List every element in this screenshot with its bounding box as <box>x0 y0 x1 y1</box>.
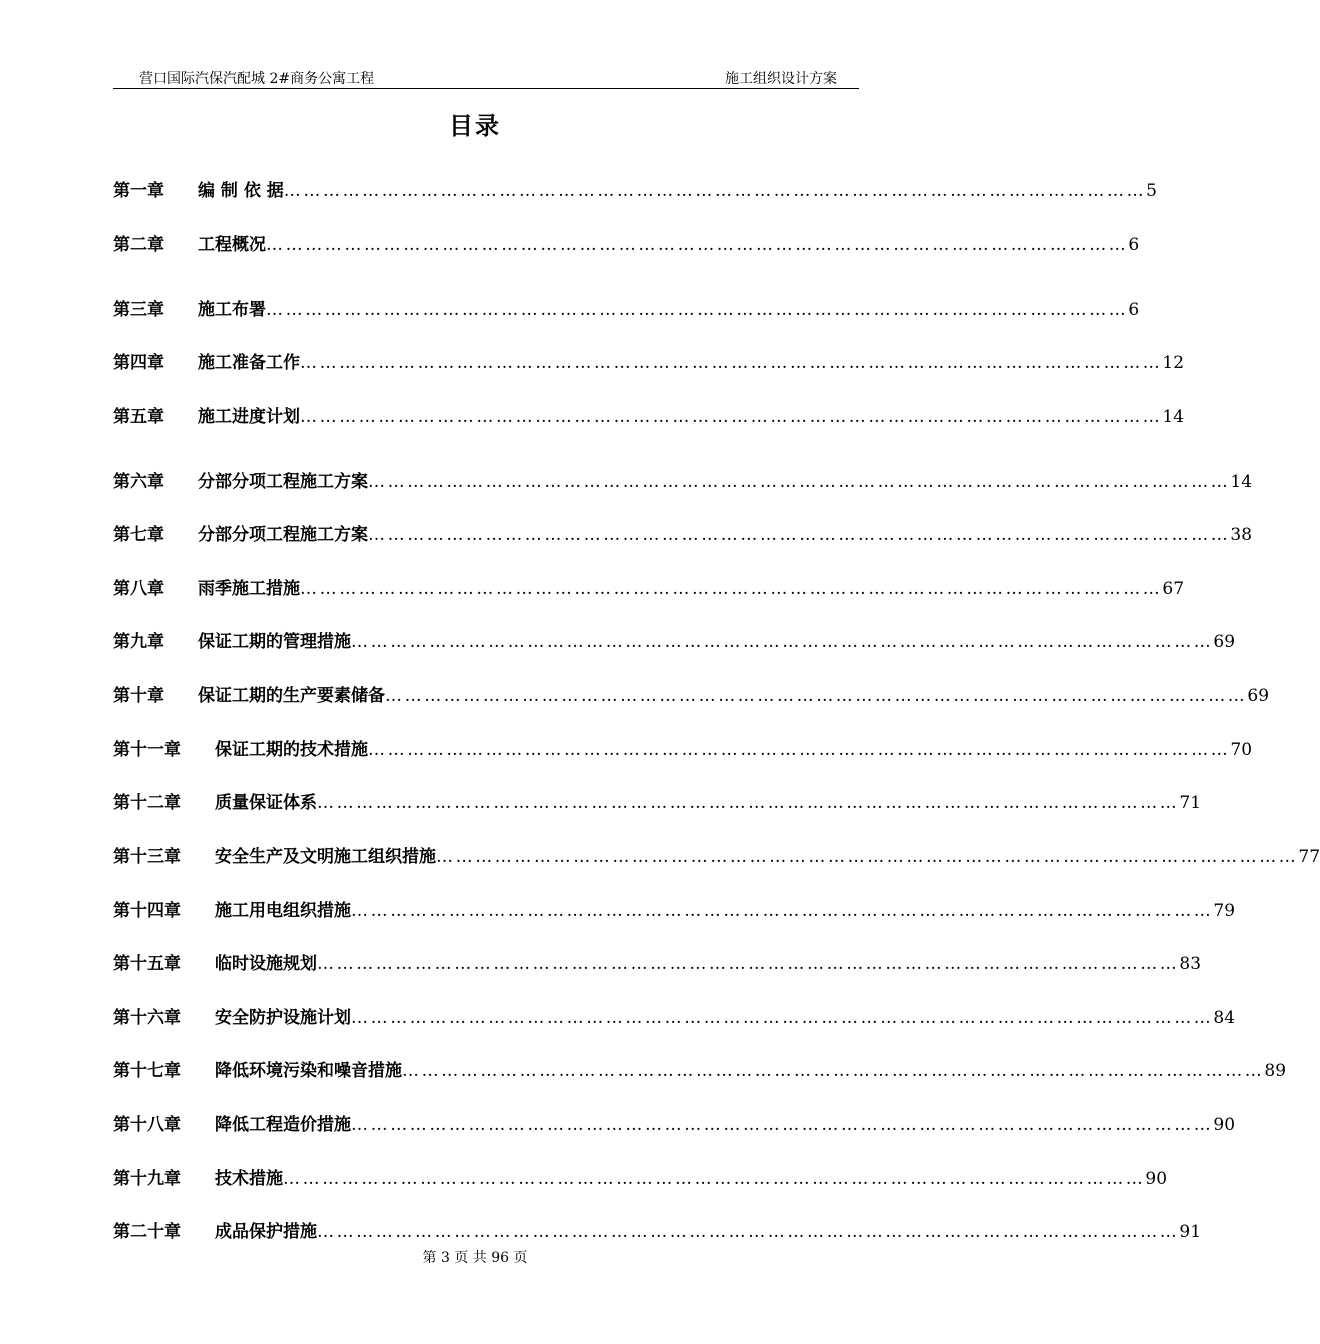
toc-chapter-number: 第六章 <box>113 472 164 492</box>
toc-chapter-number: 第十三章 <box>113 847 181 867</box>
toc-leader-dots: …………………………………………………………………………………………………………………… <box>283 1169 1146 1189</box>
toc-entry[interactable] <box>113 1110 1236 1135</box>
toc-leader-dots: …………………………………………………………………………………………………………………… <box>402 1061 1265 1081</box>
toc-entry[interactable] <box>113 842 1320 867</box>
toc-leader-dots: …………………………………………………………………………………………………………………… <box>436 847 1299 867</box>
toc-chapter-title: 工程概况 <box>198 235 266 255</box>
toc-chapter-number: 第九章 <box>113 632 164 652</box>
toc-leader-dots: …………………………………………………………………………………………………………………… <box>317 954 1180 974</box>
toc-chapter-title: 保证工期的管理措施 <box>198 632 351 652</box>
header-document-type: 施工组织设计方案 <box>725 71 837 87</box>
toc-leader-dots: …………………………………………………………………………………………………………………… <box>368 740 1231 760</box>
toc-entry[interactable] <box>113 788 1202 813</box>
toc-chapter-number: 第十五章 <box>113 954 181 974</box>
toc-page-number: 69 <box>1247 686 1270 706</box>
toc-entry[interactable] <box>113 402 1185 427</box>
toc-leader-dots: …………………………………………………………………………………………………………………… <box>351 632 1214 652</box>
toc-chapter-number: 第二章 <box>113 235 164 255</box>
toc-chapter-number: 第七章 <box>113 525 164 545</box>
toc-chapter-number: 第十四章 <box>113 901 181 921</box>
toc-chapter-title: 雨季施工措施 <box>198 579 300 599</box>
toc-chapter-number: 第二十章 <box>113 1222 181 1242</box>
toc-entry[interactable] <box>113 348 1185 373</box>
header-project-name: 营口国际汽保汽配城 2#商务公寓工程 <box>139 71 375 87</box>
toc-entry[interactable] <box>113 1056 1287 1081</box>
toc-chapter-title: 降低工程造价措施 <box>215 1115 351 1135</box>
toc-chapter-title: 分部分项工程施工方案 <box>198 472 368 492</box>
toc-chapter-title: 成品保护措施 <box>215 1222 317 1242</box>
toc-leader-dots: …………………………………………………………………………………………………………………… <box>300 579 1163 599</box>
toc-page-number: 70 <box>1230 740 1253 760</box>
toc-chapter-number: 第八章 <box>113 579 164 599</box>
toc-leader-dots: …………………………………………………………………………………………………………………… <box>300 407 1163 427</box>
toc-chapter-number: 第十八章 <box>113 1115 181 1135</box>
toc-entry[interactable] <box>113 467 1253 492</box>
toc-leader-dots: …………………………………………………………………………………………………………………… <box>266 235 1129 255</box>
toc-leader-dots: …………………………………………………………………………………………………………………… <box>351 1008 1214 1028</box>
toc-page-number: 77 <box>1298 847 1320 867</box>
toc-chapter-title: 保证工期的生产要素储备 <box>198 686 385 706</box>
toc-chapter-title: 编 制 依 据 <box>198 181 284 201</box>
toc-entry[interactable] <box>113 574 1185 599</box>
toc-chapter-number: 第一章 <box>113 181 164 201</box>
toc-chapter-number: 第三章 <box>113 300 164 320</box>
toc-entry[interactable] <box>113 520 1253 545</box>
toc-leader-dots: …………………………………………………………………………………………………………………… <box>317 1222 1180 1242</box>
toc-entry[interactable] <box>113 176 1157 201</box>
toc-leader-dots: …………………………………………………………………………………………………………………… <box>317 793 1180 813</box>
toc-chapter-title: 施工准备工作 <box>198 353 300 373</box>
toc-page-number: 91 <box>1179 1222 1202 1242</box>
toc-chapter-number: 第五章 <box>113 407 164 427</box>
toc-chapter-title: 安全生产及文明施工组织措施 <box>215 847 436 867</box>
toc-page-number: 5 <box>1146 181 1157 201</box>
page-header <box>113 66 859 89</box>
toc-chapter-title: 施工用电组织措施 <box>215 901 351 921</box>
toc-leader-dots: …………………………………………………………………………………………………………………… <box>351 901 1214 921</box>
toc-chapter-title: 保证工期的技术措施 <box>215 740 368 760</box>
toc-chapter-number: 第十章 <box>113 686 164 706</box>
toc-chapter-title: 质量保证体系 <box>215 793 317 813</box>
toc-leader-dots: …………………………………………………………………………………………………………………… <box>266 300 1129 320</box>
toc-page-number: 12 <box>1162 353 1185 373</box>
toc-entry[interactable] <box>113 627 1236 652</box>
toc-page-number: 89 <box>1264 1061 1287 1081</box>
toc-entry[interactable] <box>113 681 1270 706</box>
toc-leader-dots: …………………………………………………………………………………………………………………… <box>351 1115 1214 1135</box>
toc-page-number: 14 <box>1162 407 1185 427</box>
toc-chapter-title: 施工布署 <box>198 300 266 320</box>
toc-page-number: 14 <box>1230 472 1253 492</box>
toc-leader-dots: …………………………………………………………………………………………………………………… <box>368 525 1231 545</box>
toc-chapter-number: 第四章 <box>113 353 164 373</box>
toc-page-number: 79 <box>1213 901 1236 921</box>
toc-entry[interactable] <box>113 896 1236 921</box>
toc-page-number: 38 <box>1230 525 1253 545</box>
toc-chapter-title: 技术措施 <box>215 1169 283 1189</box>
toc-page-number: 67 <box>1162 579 1185 599</box>
toc-page-number: 6 <box>1128 235 1140 255</box>
toc-chapter-title: 临时设施规划 <box>215 954 317 974</box>
toc-page-number: 6 <box>1128 300 1140 320</box>
toc-chapter-number: 第十九章 <box>113 1169 181 1189</box>
document-title: 目录 <box>449 111 501 140</box>
toc-page-number: 84 <box>1213 1008 1236 1028</box>
toc-entry[interactable] <box>113 1164 1168 1189</box>
toc-entry[interactable] <box>113 735 1253 760</box>
toc-chapter-number: 第十七章 <box>113 1061 181 1081</box>
toc-chapter-number: 第十二章 <box>113 793 181 813</box>
toc-leader-dots: …………………………………………………………………………………………………………………… <box>300 353 1163 373</box>
toc-leader-dots: …………………………………………………………………………………………………………………… <box>385 686 1248 706</box>
toc-leader-dots: …………………………………………………………………………………………………………………… <box>368 472 1231 492</box>
toc-page-number: 90 <box>1145 1169 1168 1189</box>
toc-entry[interactable] <box>113 1003 1236 1028</box>
toc-entry[interactable] <box>113 949 1202 974</box>
toc-chapter-title: 分部分项工程施工方案 <box>198 525 368 545</box>
page-footer: 第 3 页 共 96 页 <box>422 1250 528 1266</box>
toc-entry[interactable] <box>113 1217 1202 1242</box>
toc-page-number: 69 <box>1213 632 1236 652</box>
toc-leader-dots: …………………………………………………………………………………………………………………… <box>283 181 1147 201</box>
toc-entry[interactable] <box>113 230 1140 255</box>
toc-page-number: 83 <box>1179 954 1202 974</box>
toc-chapter-title: 降低环境污染和噪音措施 <box>215 1061 402 1081</box>
toc-chapter-title: 安全防护设施计划 <box>215 1008 351 1028</box>
toc-entry[interactable] <box>113 295 1140 320</box>
toc-chapter-number: 第十一章 <box>113 740 181 760</box>
toc-page-number: 90 <box>1213 1115 1236 1135</box>
toc-page-number: 71 <box>1179 793 1202 813</box>
toc-chapter-number: 第十六章 <box>113 1008 181 1028</box>
toc-chapter-title: 施工进度计划 <box>198 407 300 427</box>
